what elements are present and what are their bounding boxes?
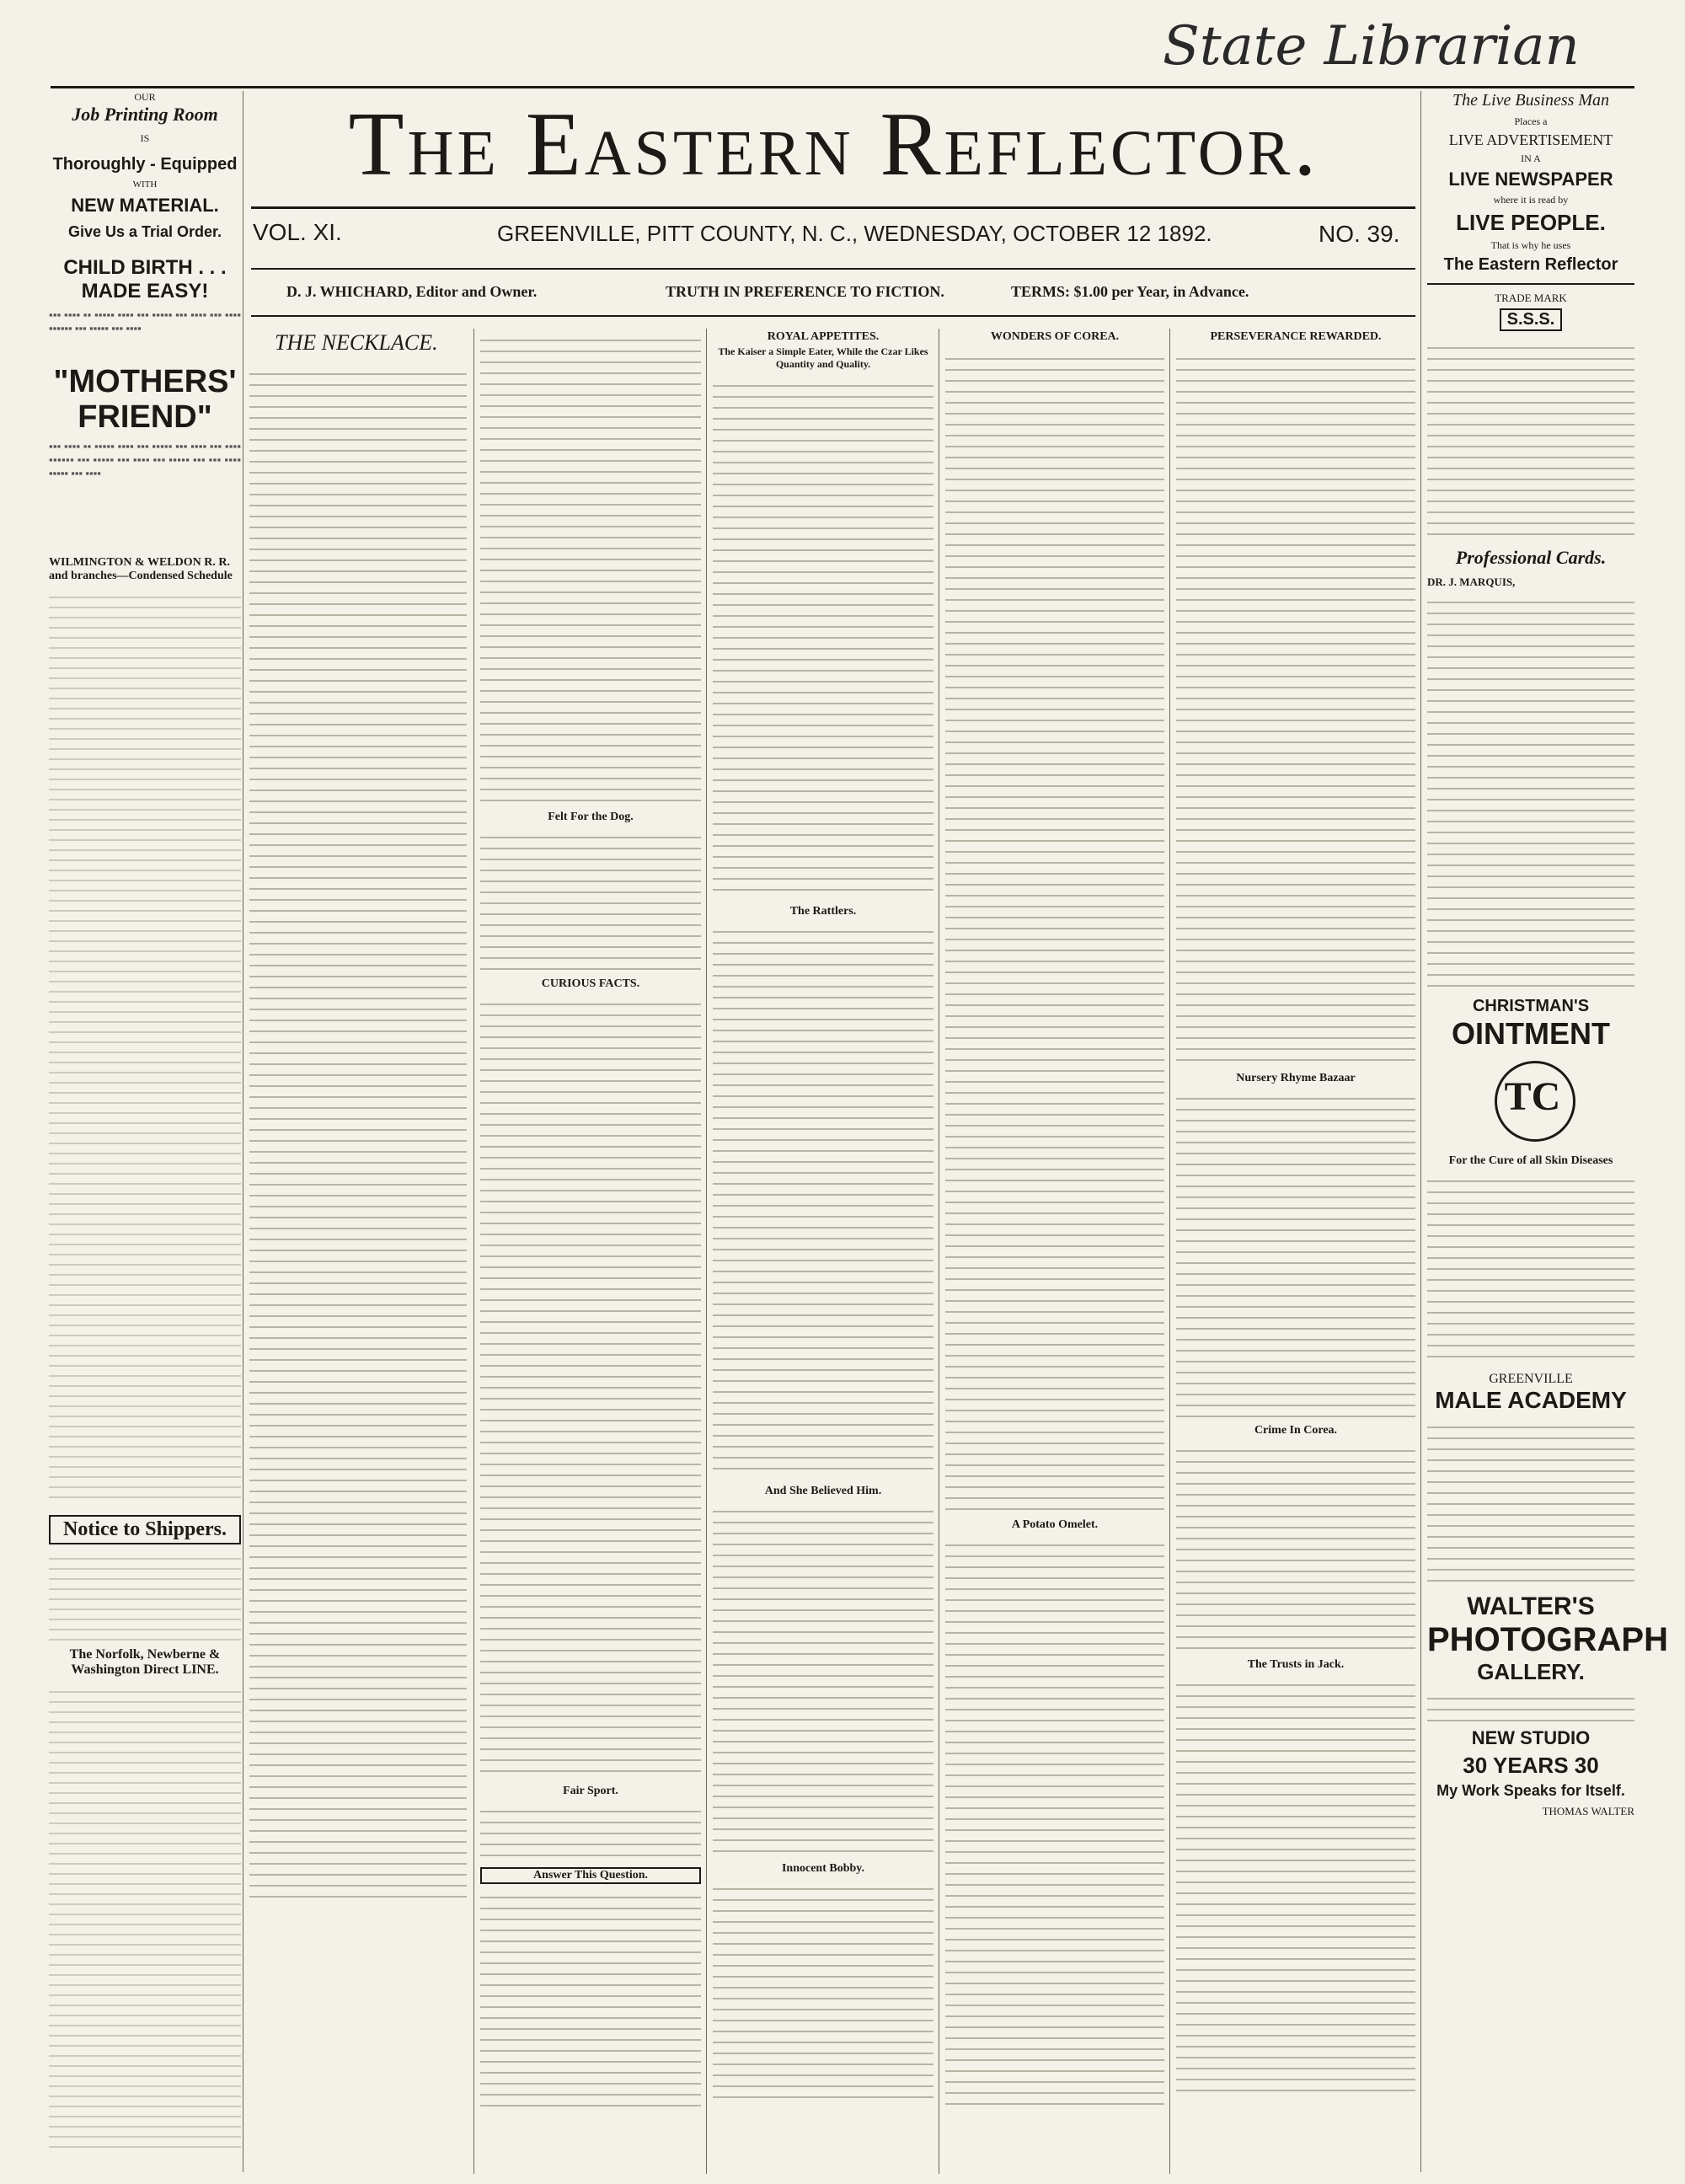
dateline-rule — [251, 268, 1415, 270]
column-5 — [1176, 330, 1415, 2167]
masthead-title: The Eastern Reflector. — [348, 94, 1320, 195]
top-rule — [51, 86, 1634, 88]
ad-body-text — [49, 1550, 241, 1642]
ointment-label: OINTMENT — [1452, 1016, 1610, 1051]
column-rule — [1169, 329, 1170, 2174]
royal-appetites-subheading: The Kaiser a Simple Eater, While the Czar Likes Quantity and Quality. — [718, 345, 928, 370]
article-text — [480, 994, 701, 1778]
professional-cards: Professional Cards. — [1455, 547, 1607, 568]
tc-trademark-logo — [1427, 1057, 1634, 1149]
article-text — [480, 1887, 701, 2106]
believed-him-heading: And She Believed Him. — [764, 1485, 882, 1497]
felt-for-dog-heading: Felt For the Dog. — [548, 811, 634, 823]
railroad-schedule-table — [49, 588, 241, 1507]
mothers-friend: "MOTHERS' FRIEND" — [53, 364, 237, 435]
crime-corea-heading: Crime In Corea. — [1254, 1424, 1338, 1437]
right-ad-column — [1427, 91, 1668, 2172]
skin-diseases: For the Cure of all Skin Diseases — [1448, 1154, 1613, 1167]
article-text — [945, 349, 1164, 1512]
christmans-label: CHRISTMAN'S — [1472, 997, 1590, 1015]
article-text — [713, 1502, 933, 1855]
marquis-card: DR. J. MARQUIS, — [1427, 575, 1516, 588]
greenville-label: GREENVILLE — [1489, 1372, 1573, 1386]
with-label: WITH — [132, 179, 158, 190]
column-4 — [945, 330, 1164, 2167]
ad-body-text — [49, 1683, 241, 2155]
fair-sport-heading: Fair Sport. — [563, 1785, 618, 1797]
vol-number: VOL. XI. — [253, 219, 342, 245]
article-text — [1176, 1089, 1415, 1417]
railroad-schedule-title: WILMINGTON & WELDON R. R. and branches—Condensed Schedule — [49, 556, 233, 582]
article-text — [1176, 349, 1415, 1065]
curious-facts-heading: CURIOUS FACTS. — [541, 977, 640, 990]
ad-body-text — [1427, 1417, 1634, 1586]
nursery-bazaar-heading: Nursery Rhyme Bazaar — [1236, 1072, 1356, 1084]
answer-question-heading: Answer This Question. — [480, 1867, 701, 1884]
article-text — [249, 364, 467, 1906]
ad-body-text — [1427, 338, 1634, 540]
tc-logo-letters: TC — [1504, 1074, 1561, 1119]
article-text — [1176, 1441, 1415, 1651]
live-people: LIVE PEOPLE. — [1456, 210, 1606, 235]
sss-logo: S.S.S. — [1500, 308, 1562, 331]
trial-order: Give Us a Trial Order. — [67, 223, 222, 240]
article-text — [713, 922, 933, 1478]
article-text — [480, 330, 701, 802]
place-date: GREENVILLE, PITT COUNTY, N. C., WEDNESDAY, OCTOBER 12 1892. — [497, 221, 1212, 246]
thirty-years: 30 YEARS 30 — [1463, 1753, 1599, 1778]
wonders-corea-heading: WONDERS OF COREA. — [990, 330, 1120, 343]
sss-trade-mark: TRADE MARK — [1495, 292, 1567, 304]
is-label: IS — [140, 132, 150, 144]
norfolk-line: The Norfolk, Newberne & Washington Direct LINE. — [69, 1647, 221, 1677]
where-read: where it is read by — [1493, 194, 1569, 206]
our-label: OUR — [134, 91, 156, 103]
live-advertisement: LIVE ADVERTISEMENT — [1448, 131, 1613, 148]
notice-to-shippers: Notice to Shippers. — [49, 1515, 241, 1544]
equipped-label: Thoroughly - Equipped — [52, 155, 238, 174]
potato-omelet-heading: A Potato Omelet. — [1011, 1518, 1099, 1531]
trusts-jack-heading: The Trusts in Jack. — [1247, 1658, 1345, 1671]
article-text — [713, 376, 933, 898]
royal-appetites-heading: ROYAL APPETITES. — [767, 330, 880, 343]
necklace-heading: THE NECKLACE. — [275, 330, 438, 355]
ad-body-text — [1427, 1171, 1634, 1365]
ad-body-text: ▪▪▪ ▪▪▪▪ ▪▪ ▪▪▪▪▪ ▪▪▪▪ ▪▪▪ ▪▪▪▪▪ ▪▪▪ ▪▪▪▪ ▪▪▪ ▪▪▪▪ ▪▪▪▪▪▪ ▪▪▪ ▪▪▪▪▪ ▪▪▪ ▪▪▪▪ ▪▪▪ ▪▪▪▪▪ ▪▪▪ ▪▪▪ ▪▪▪▪ ▪▪▪▪▪ ▪▪▪ ▪▪▪▪ — [49, 440, 241, 479]
job-printing-room: Job Printing Room — [72, 104, 218, 125]
ad-body-text: ▪▪▪ ▪▪▪▪ ▪▪ ▪▪▪▪▪ ▪▪▪▪ ▪▪▪ ▪▪▪▪▪ ▪▪▪ ▪▪▪▪ ▪▪▪ ▪▪▪▪ ▪▪▪▪▪▪ ▪▪▪ ▪▪▪▪▪ ▪▪▪ ▪▪▪▪ — [49, 308, 241, 335]
new-studio: NEW STUDIO — [1471, 1727, 1591, 1748]
column-2 — [480, 330, 701, 2167]
article-text — [945, 1535, 1164, 2108]
male-academy: MALE ACADEMY — [1435, 1387, 1627, 1413]
eastern-reflector-ad: The Eastern Reflector — [1443, 255, 1618, 274]
new-material: NEW MATERIAL. — [71, 195, 219, 216]
terms: TERMS: $1.00 per Year, in Advance. — [1011, 283, 1249, 300]
left-ad-column — [49, 91, 241, 2172]
motto: TRUTH IN PREFERENCE TO FICTION. — [666, 283, 944, 300]
walters-label: WALTER'S — [1467, 1592, 1595, 1620]
editor-line: D. J. WHICHARD, Editor and Owner. — [286, 283, 538, 300]
ad-body-text — [1427, 592, 1634, 988]
ad-rule — [1427, 283, 1634, 285]
live-business-man: The Live Business Man — [1452, 91, 1610, 110]
column-1 — [249, 330, 467, 2167]
live-newspaper: LIVE NEWSPAPER — [1448, 169, 1613, 190]
column-rule — [473, 329, 474, 2174]
issue-number: NO. 39. — [1319, 221, 1400, 247]
that-is-why: That is why he uses — [1490, 239, 1571, 251]
article-text — [480, 827, 701, 971]
column-3 — [713, 330, 933, 2167]
masthead-rule — [251, 206, 1415, 209]
in-a-label: IN A — [1521, 153, 1541, 164]
column-rule — [706, 329, 707, 2174]
article-text — [713, 1879, 933, 2098]
article-text — [1176, 1675, 1415, 2096]
child-birth-ad: CHILD BIRTH . . . MADE EASY! — [63, 256, 227, 302]
state-librarian-signature: State Librarian — [1163, 15, 1580, 78]
column-rule — [1420, 91, 1421, 2172]
ad-body-text — [1427, 1689, 1634, 1722]
article-text — [480, 1801, 701, 1860]
my-work-speaks: My Work Speaks for Itself. — [1436, 1782, 1625, 1799]
editor-rule — [251, 315, 1415, 317]
gallery-label: GALLERY. — [1477, 1659, 1585, 1684]
places-label: Places a — [1514, 115, 1548, 127]
thomas-walter: THOMAS WALTER — [1542, 1805, 1634, 1817]
perseverance-heading: PERSEVERANCE REWARDED. — [1210, 330, 1382, 343]
photograph-label: PHOTOGRAPH — [1427, 1621, 1668, 1658]
rattlers-heading: The Rattlers. — [789, 905, 857, 918]
innocent-bobby-heading: Innocent Bobby. — [781, 1862, 865, 1875]
